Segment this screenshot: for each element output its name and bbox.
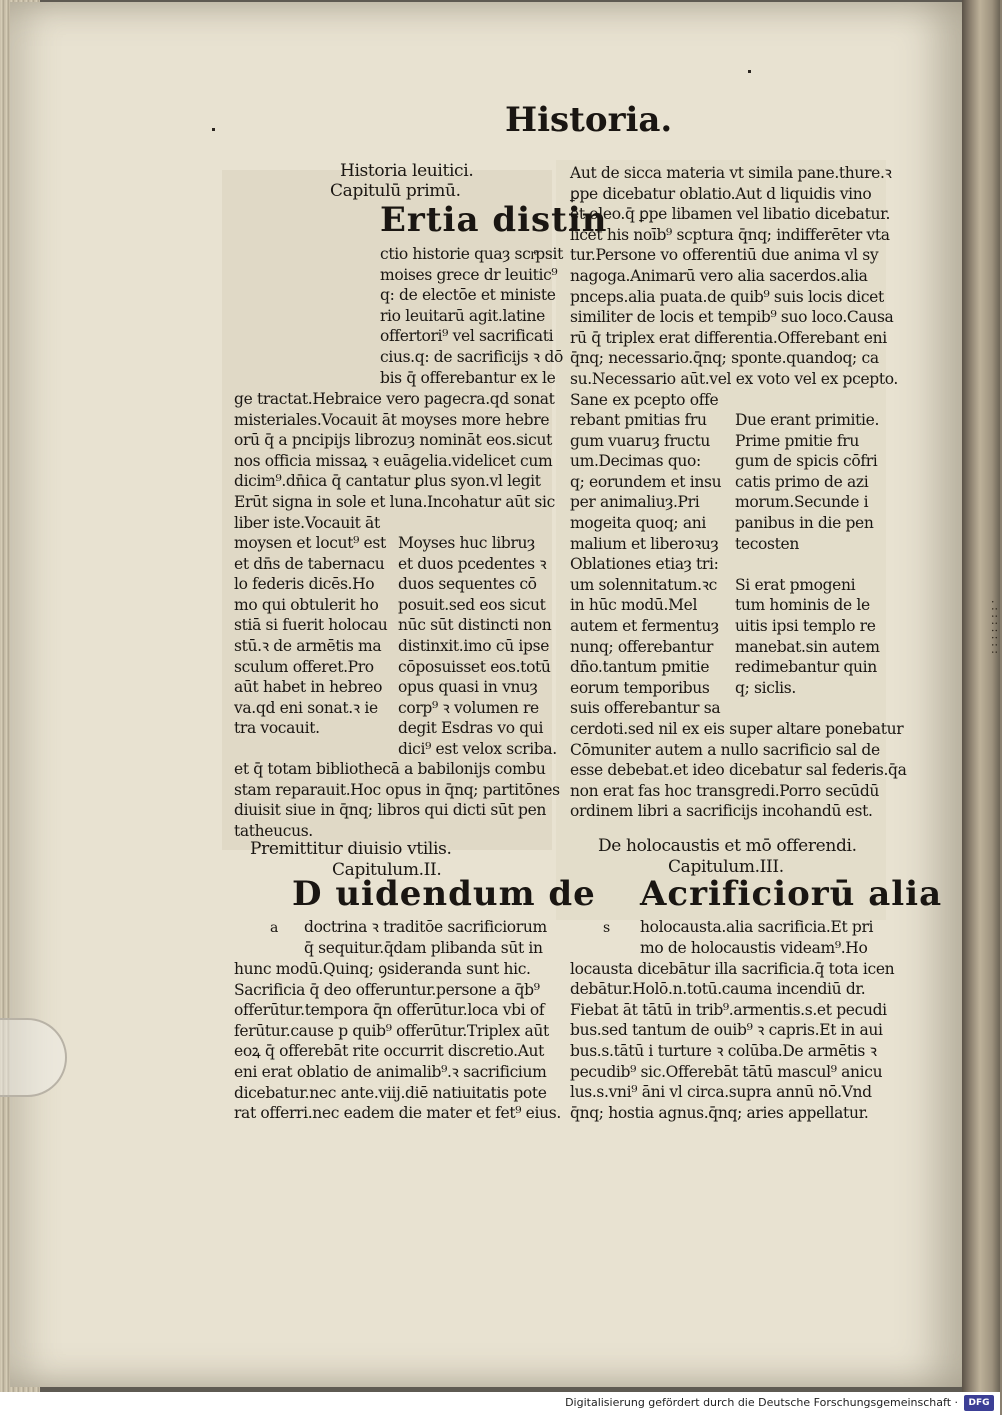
chapter3-first-line xyxy=(640,917,873,938)
text-line: va.qd eni sonat.ꝛ ie xyxy=(234,698,378,717)
chapter3-text xyxy=(570,938,894,1123)
heading-line: Capitulum.III. xyxy=(668,856,784,877)
text-line: rio leuitarū agit.latine xyxy=(380,306,545,325)
text-line: dn̄o.tantum pmitie xyxy=(570,658,710,677)
text-line: nos officia missaꝝ ꝛ euāgelia.videlicet cum xyxy=(234,451,553,470)
text-line: diuisit siue in q̄nq; libros qui dicti sūt pen xyxy=(234,801,547,820)
guide-letter: s xyxy=(603,920,611,936)
text-line: sculum offeret.Pro xyxy=(234,657,374,676)
text-line: q; eorundem et insu xyxy=(570,472,722,491)
text-line: dicebatur.nec ante.viij.diē natiuitatis pote xyxy=(234,1083,547,1102)
ink-mark xyxy=(212,128,215,131)
chapter1-end xyxy=(234,759,560,841)
text-line: nunq; offerebantur xyxy=(570,637,714,656)
text-line: q̄nq; hostia agnus.q̄nq; aries appellatur. xyxy=(570,1103,869,1122)
text-line: bus.s.tātū i turture ꝛ colūba.De armētis ꝛ xyxy=(570,1041,877,1060)
text-line: offerūtur.tempora q̄n offerūtur.loca vbi of xyxy=(234,1001,545,1020)
text-line: Cōmuniter autem a nullo sacrificio sal de xyxy=(570,740,880,759)
title-line: Capitulū primū. xyxy=(330,181,461,201)
text-line: suis offerebantur sa xyxy=(570,699,721,718)
ink-mark xyxy=(748,70,751,73)
text-line: rat offerri.nec eadem die mater et fet⁹ eius. xyxy=(234,1104,561,1123)
text-line: stam reparauit.Hoc opus in q̄nq; partitōnes xyxy=(234,780,560,799)
text-line: gum de spicis cōfri xyxy=(735,452,878,471)
text-line: ferūtur.cause p quib⁹ offerūtur.Triplex aūt xyxy=(234,1021,549,1040)
text-line: et dn̄s de tabernacu xyxy=(234,554,385,573)
text-line: degit Esdras vo qui xyxy=(398,719,544,738)
text-line: q; siclis. xyxy=(735,678,796,697)
text-line: Sane ex pcepto offe xyxy=(570,390,719,409)
text-line: uitis ipsi templo re xyxy=(735,616,876,635)
text-line: duos sequentes cō xyxy=(398,575,537,594)
chapter1-column-b xyxy=(398,533,557,760)
chapter3-initial: Acrificiorū alia xyxy=(640,874,943,914)
text-line: et duos pcedentes ꝛ xyxy=(398,554,547,573)
text-line: mo qui obtulerit ho xyxy=(234,595,379,614)
text-line: corp⁹ ꝛ volumen re xyxy=(398,698,539,717)
chapter1-initial: Ertia distin xyxy=(380,200,608,240)
footer-bar xyxy=(0,1392,1000,1415)
text-line: debātur.Holō.n.totū.cauma incendiū dr. xyxy=(570,980,866,999)
text-line: opus quasi in vnuȝ xyxy=(398,678,538,697)
text-line: holocausta.alia sacrificia.Et pri xyxy=(640,918,874,936)
text-line: mo de holocaustis videam⁹.Ho xyxy=(640,939,868,957)
chapter3-heading xyxy=(598,836,857,877)
text-line: Prime pmitie fru xyxy=(735,431,859,450)
right-column-b xyxy=(735,410,880,698)
text-line: catis primo de azi xyxy=(735,472,869,491)
text-line: Due erant primitie. xyxy=(735,411,880,429)
text-line: ꝑpe dicebatur oblatio.Aut d liquidis vino xyxy=(570,184,872,203)
chapter1-title xyxy=(330,161,474,201)
text-line: um.Decimas quo: xyxy=(570,452,701,471)
text-line: posuit.sed eos sicut xyxy=(398,595,546,614)
text-line: non erat fas hoc transgredi.Porro secūdū xyxy=(570,781,880,800)
text-line: nūc sūt distincti non xyxy=(398,616,552,635)
text-line: per animaliuȝ.Pri xyxy=(570,493,700,512)
chapter1-column-a xyxy=(234,533,387,739)
text-line: morum.Secunde i xyxy=(735,493,869,512)
next-page-edge-text: . : : : : : : : xyxy=(989,600,1002,654)
text-line: tum hominis de le xyxy=(735,596,870,615)
text-line: esse debebat.et ideo dicebatur sal federis.q̄a xyxy=(570,761,907,780)
text-line: cōposuisset eos.totū xyxy=(398,657,551,676)
text-line: moises grece dr leuitic⁹ xyxy=(380,265,558,284)
text-line: um solennitatum.ꝛc xyxy=(570,575,717,594)
text-line: Sacrificia q̄ deo offeruntur.persone a q̄b⁹ xyxy=(234,980,540,999)
text-line: eoꝝ q̄ offerebāt rite occurrit discretio.Aut xyxy=(234,1042,545,1061)
text-line: autem et fermentuȝ xyxy=(570,616,719,635)
text-line: licet his noīb⁹ scptura q̄nq; indifferēter vta xyxy=(570,225,890,244)
text-line xyxy=(735,554,880,575)
text-line: ctio historie quaȝ scrͤpsit xyxy=(380,245,563,263)
text-line: orū q̄ a pncipijs librozuȝ nomināt eos.sicut xyxy=(234,431,553,450)
text-line: manebat.sin autem xyxy=(735,637,880,656)
title-line: Historia leuitici. xyxy=(340,161,474,181)
text-line: Moyses huc libruȝ xyxy=(398,534,535,552)
heading-line: De holocaustis et mō offerendi. xyxy=(598,836,857,856)
text-line: et oleo.q̄ ꝑpe libamen vel libatio dicebatur. xyxy=(570,205,891,224)
text-line: pecudib⁹ sic.Offerebāt tātū mascul⁹ anicu xyxy=(570,1062,883,1081)
text-line: pnceps.alia puata.de quib⁹ suis locis dicet xyxy=(570,287,884,306)
heading-line: Premittitur diuisio vtilis. xyxy=(250,839,452,859)
text-line: redimebantur quin xyxy=(735,658,877,677)
text-line: tur.Persone vo offerentiū due anima vl sy xyxy=(570,246,879,265)
text-line: bis q̄ offerebantur ex le xyxy=(380,368,556,387)
text-line: mogeita quoq; ani xyxy=(570,513,707,532)
text-line: Si erat pmogeni xyxy=(735,575,856,594)
text-line: tra vocauit. xyxy=(234,719,320,738)
text-line: tatheucus. xyxy=(234,821,313,840)
text-line: tecosten xyxy=(735,534,799,553)
dfg-logo[interactable]: DFG xyxy=(964,1395,994,1411)
heading-line: Capitulum.II. xyxy=(332,859,442,880)
text-line: rebant pmitias fru xyxy=(570,411,707,429)
text-line: in hūc modū.Mel xyxy=(570,596,698,615)
text-line: nagoga.Animarū vero alia sacerdos.alia xyxy=(570,266,868,285)
text-line: Aut de sicca materia vt simila pane.thure.ꝛ xyxy=(570,164,892,182)
text-line: lo federis dicēs.Ho xyxy=(234,575,375,594)
text-line: q̄ sequitur.q̄dam plibanda sūt in xyxy=(304,938,543,957)
text-line: stū.ꝛ de armētis ma xyxy=(234,636,382,655)
text-line: eorum temporibus xyxy=(570,678,710,697)
text-line: gum vuaruȝ fructu xyxy=(570,431,710,450)
text-line: rū q̄ triplex erat differentia.Offerebant eni xyxy=(570,328,887,347)
text-line: cius.q: de sacrificijs ꝛ dō xyxy=(380,347,563,366)
text-line: offertori⁹ vel sacrificati xyxy=(380,327,554,346)
guide-letter: a xyxy=(270,920,279,936)
text-line: ge tractat.Hebraice vero pagecra.qd sonat xyxy=(234,390,555,408)
right-column-a xyxy=(570,410,721,719)
text-line: hunc modū.Quinq; ꝯsideranda sunt hic. xyxy=(234,960,531,978)
text-line: distinxit.imo cū ipse xyxy=(398,636,550,655)
running-head: Historia. xyxy=(505,100,673,140)
text-line: ordinem libri a sacrificijs incohandū est. xyxy=(570,802,873,821)
text-line: malium et liberoꝛuȝ xyxy=(570,534,719,553)
chapter2-first-lines xyxy=(304,917,547,958)
text-line: liber iste.Vocauit āt xyxy=(234,513,380,532)
text-line: Fiebat āt tātū in trib⁹.armentis.s.et pecudi xyxy=(570,1000,887,1019)
text-line: aūt habet in hebreo xyxy=(234,678,383,697)
text-line: Erūt signa in sole et luna.Incohatur aūt sic xyxy=(234,492,555,511)
text-line: lus.s.vni⁹ āni vl circa.supra annū nō.Vnd xyxy=(570,1083,872,1102)
chapter2-text xyxy=(234,959,561,1124)
chapter1-indented-text xyxy=(380,244,563,388)
text-line: q̄nq; necessario.q̄nq; sponte.quandoq; ca xyxy=(570,349,879,368)
text-line: bus.sed tantum de ouib⁹ ꝛ capris.Et in aui xyxy=(570,1021,883,1040)
text-line: cerdoti.sed nil ex eis super altare ponebatur xyxy=(570,720,904,738)
chapter1-text xyxy=(234,389,555,533)
text-line: et q̄ totam bibliothecā a babilonijs combu xyxy=(234,760,546,778)
text-line: su.Necessario aūt.vel ex voto vel ex pcepto. xyxy=(570,369,899,388)
text-line: dici⁹ est velox scriba. xyxy=(398,739,557,758)
text-line: stiā si fuerit holocau xyxy=(234,616,388,635)
text-line: q: de electōe et ministe xyxy=(380,286,556,305)
text-line: moysen et locut⁹ est xyxy=(234,534,386,552)
funding-notice: Digitalisierung gefördert durch die Deutsche Forschungsgemeinschaft · xyxy=(565,1396,958,1409)
text-line: eni erat oblatio de animalib⁹.ꝛ sacrificium xyxy=(234,1062,547,1081)
right-column-middle xyxy=(570,719,907,822)
chapter2-initial: D uidendum de xyxy=(292,874,596,914)
text-line: dicim⁹.dn̄ica q̄ cantatur ꝑlus syon.vl legit xyxy=(234,472,541,491)
text-line: doctrina ꝛ traditōe sacrificiorum xyxy=(304,918,547,936)
right-column-top xyxy=(570,163,898,410)
text-line: Oblationes etiaȝ tri: xyxy=(570,555,719,574)
text-line: similiter de locis et tempib⁹ suo loco.Causa xyxy=(570,308,894,327)
text-line: panibus in die pen xyxy=(735,513,874,532)
text-line: misteriales.Vocauit āt moyses more hebre xyxy=(234,410,550,429)
text-line: locausta dicebātur illa sacrificia.q̄ tota icen xyxy=(570,959,895,978)
